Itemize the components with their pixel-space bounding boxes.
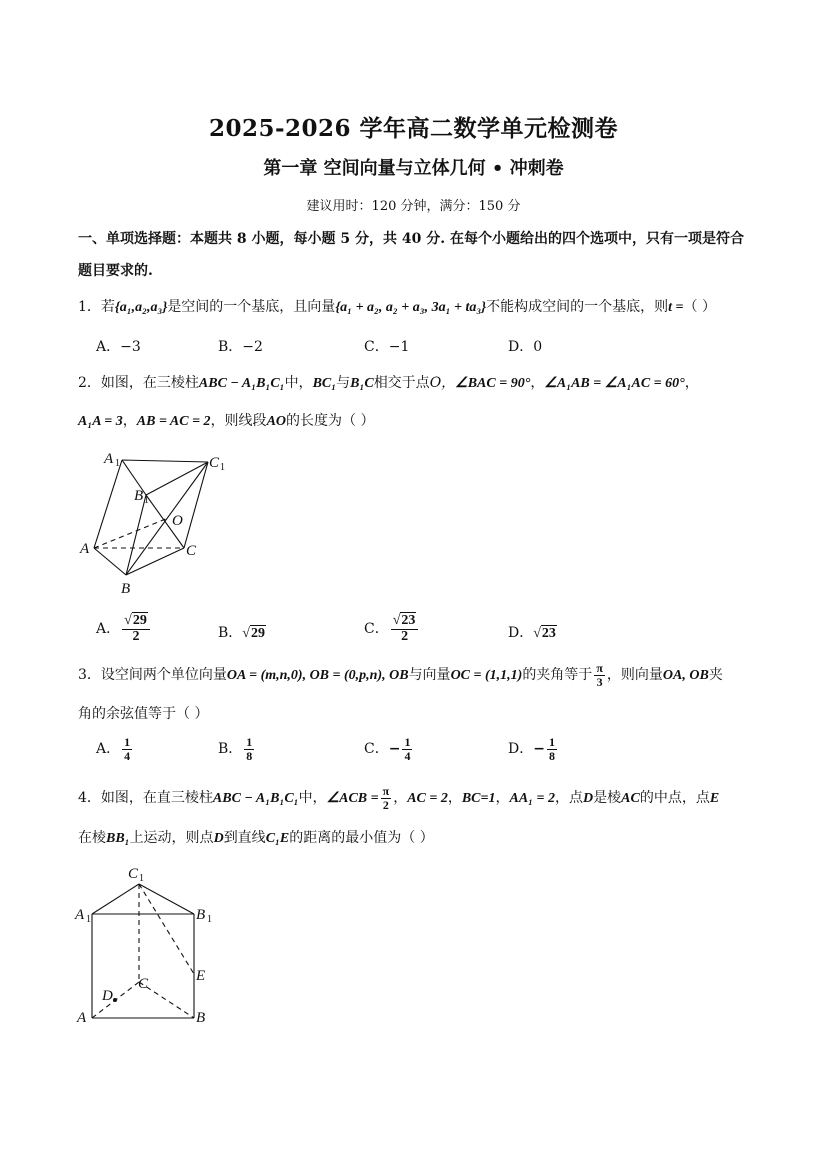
q1-option-d[interactable]: D．0 [508,339,543,355]
label-b: B [121,581,131,597]
label-e: E [196,968,206,984]
edge-a-b [94,548,126,575]
label-c: C [138,976,149,992]
svg-text:1: 1 [144,495,149,506]
label-a: A [77,1010,87,1026]
segment-c1-e-hidden [139,884,194,974]
q3-option-b[interactable]: B． $\frac{1}{8}$ [218,735,253,763]
q2-option-c[interactable]: C． $\frac{√23}{2}$ [364,614,420,644]
page-title: 2025-2026 学年高二数学单元检测卷 [208,115,619,142]
label-a1: A [104,451,114,467]
q2-prism-figure [76,445,236,600]
q4-prism-figure [72,862,222,1032]
edge-c1-b1 [139,884,194,914]
q1-vectors: {a₁ + a₂, a₂ + a₃, 3a₁ + ta₃} [335,300,487,315]
label-b1: B [196,907,206,923]
question-1: 1．若{a₁,a₂,a₃}是空间的一个基底，且向量{a₁ + a₂, a₂ + a₃, 3a₁ + ta₃}不能构成空间的一个基底，则t =（ ） [78,299,716,315]
edge-b1-c1 [146,462,208,495]
edge-a1-c1 [122,460,208,462]
edge-c1-c [184,462,208,548]
time-score-hint: 建议用时：120 分钟，满分：150 分 [306,199,521,214]
q1-basis: {a₁,a₂,a₃} [114,300,168,315]
q3-option-c[interactable]: C．− $\frac{1}{4}$ [364,735,411,763]
q1-option-c[interactable]: C．−1 [364,339,410,355]
q2-option-d[interactable]: D．√23 [508,625,556,641]
label-b1: B [134,488,144,504]
question-3-line2: 角的余弦值等于（ ） [78,706,209,722]
q3-option-d[interactable]: D．− $\frac{1}{8}$ [508,735,555,763]
q1-option-b[interactable]: B．−2 [218,339,263,355]
point-d [113,998,117,1002]
q1-number: 1．若 [78,299,115,315]
svg-text:1: 1 [86,914,91,925]
q3-option-a[interactable]: A． $\frac{1}{4}$ [96,735,131,763]
section-heading-line1: 一、单项选择题：本题共 8 小题，每小题 5 分，共 40 分. 在每个小题给出的四个选项中，只有一项是符合 [78,231,744,247]
label-b: B [196,1010,206,1026]
edge-a1-a [94,460,122,548]
label-c1: C [209,455,220,471]
svg-text:1: 1 [207,914,212,925]
label-c1: C [128,866,139,882]
label-d: D [102,988,113,1004]
edge-a1-c1 [92,884,139,914]
q2-option-a[interactable]: A． $\frac{√29}{2}$ [96,614,152,644]
question-4-line1: 4．如图，在直三棱柱ABC − A₁B₁C₁中，∠ACB = $\frac{\pi}{2}$ ，AC = 2，BC=1，AA₁ = 2，点D是棱AC的中点，点E [78,784,720,812]
edge-b1-b [126,495,146,575]
label-c: C [186,543,197,559]
edge-b-c [126,548,184,575]
label-a1: A [75,907,85,923]
q1-option-a[interactable]: A．−3 [96,339,141,355]
question-3-line1: 3．设空间两个单位向量OA = (m,n,0), OB = (0,p,n), OB与向量OC = (1,1,1)的夹角等于 $\frac{\pi}{3}$ ，则向量OA, OB夹 [78,661,723,689]
label-o: O [172,513,183,529]
svg-text:1: 1 [139,873,144,884]
section-heading-line2: 题目要求的. [78,263,153,279]
question-2-line2: A₁A = 3，AB = AC = 2，则线段AO的长度为（ ） [78,413,375,429]
label-a: A [80,541,90,557]
page-subtitle: 第一章 空间向量与立体几何 • 冲刺卷 [263,158,564,179]
question-4-line2: 在棱BB₁上运动，则点D到直线C₁E的距离的最小值为（ ） [78,830,434,846]
q2-option-b[interactable]: B．√29 [218,625,265,641]
svg-text:1: 1 [115,458,120,469]
question-2-line1: 2．如图，在三棱柱ABC − A₁B₁C₁中，BC₁与B₁C相交于点O，∠BAC = 90°，∠A₁AB = ∠A₁AC = 60°， [78,375,699,391]
svg-text:1: 1 [220,462,225,473]
